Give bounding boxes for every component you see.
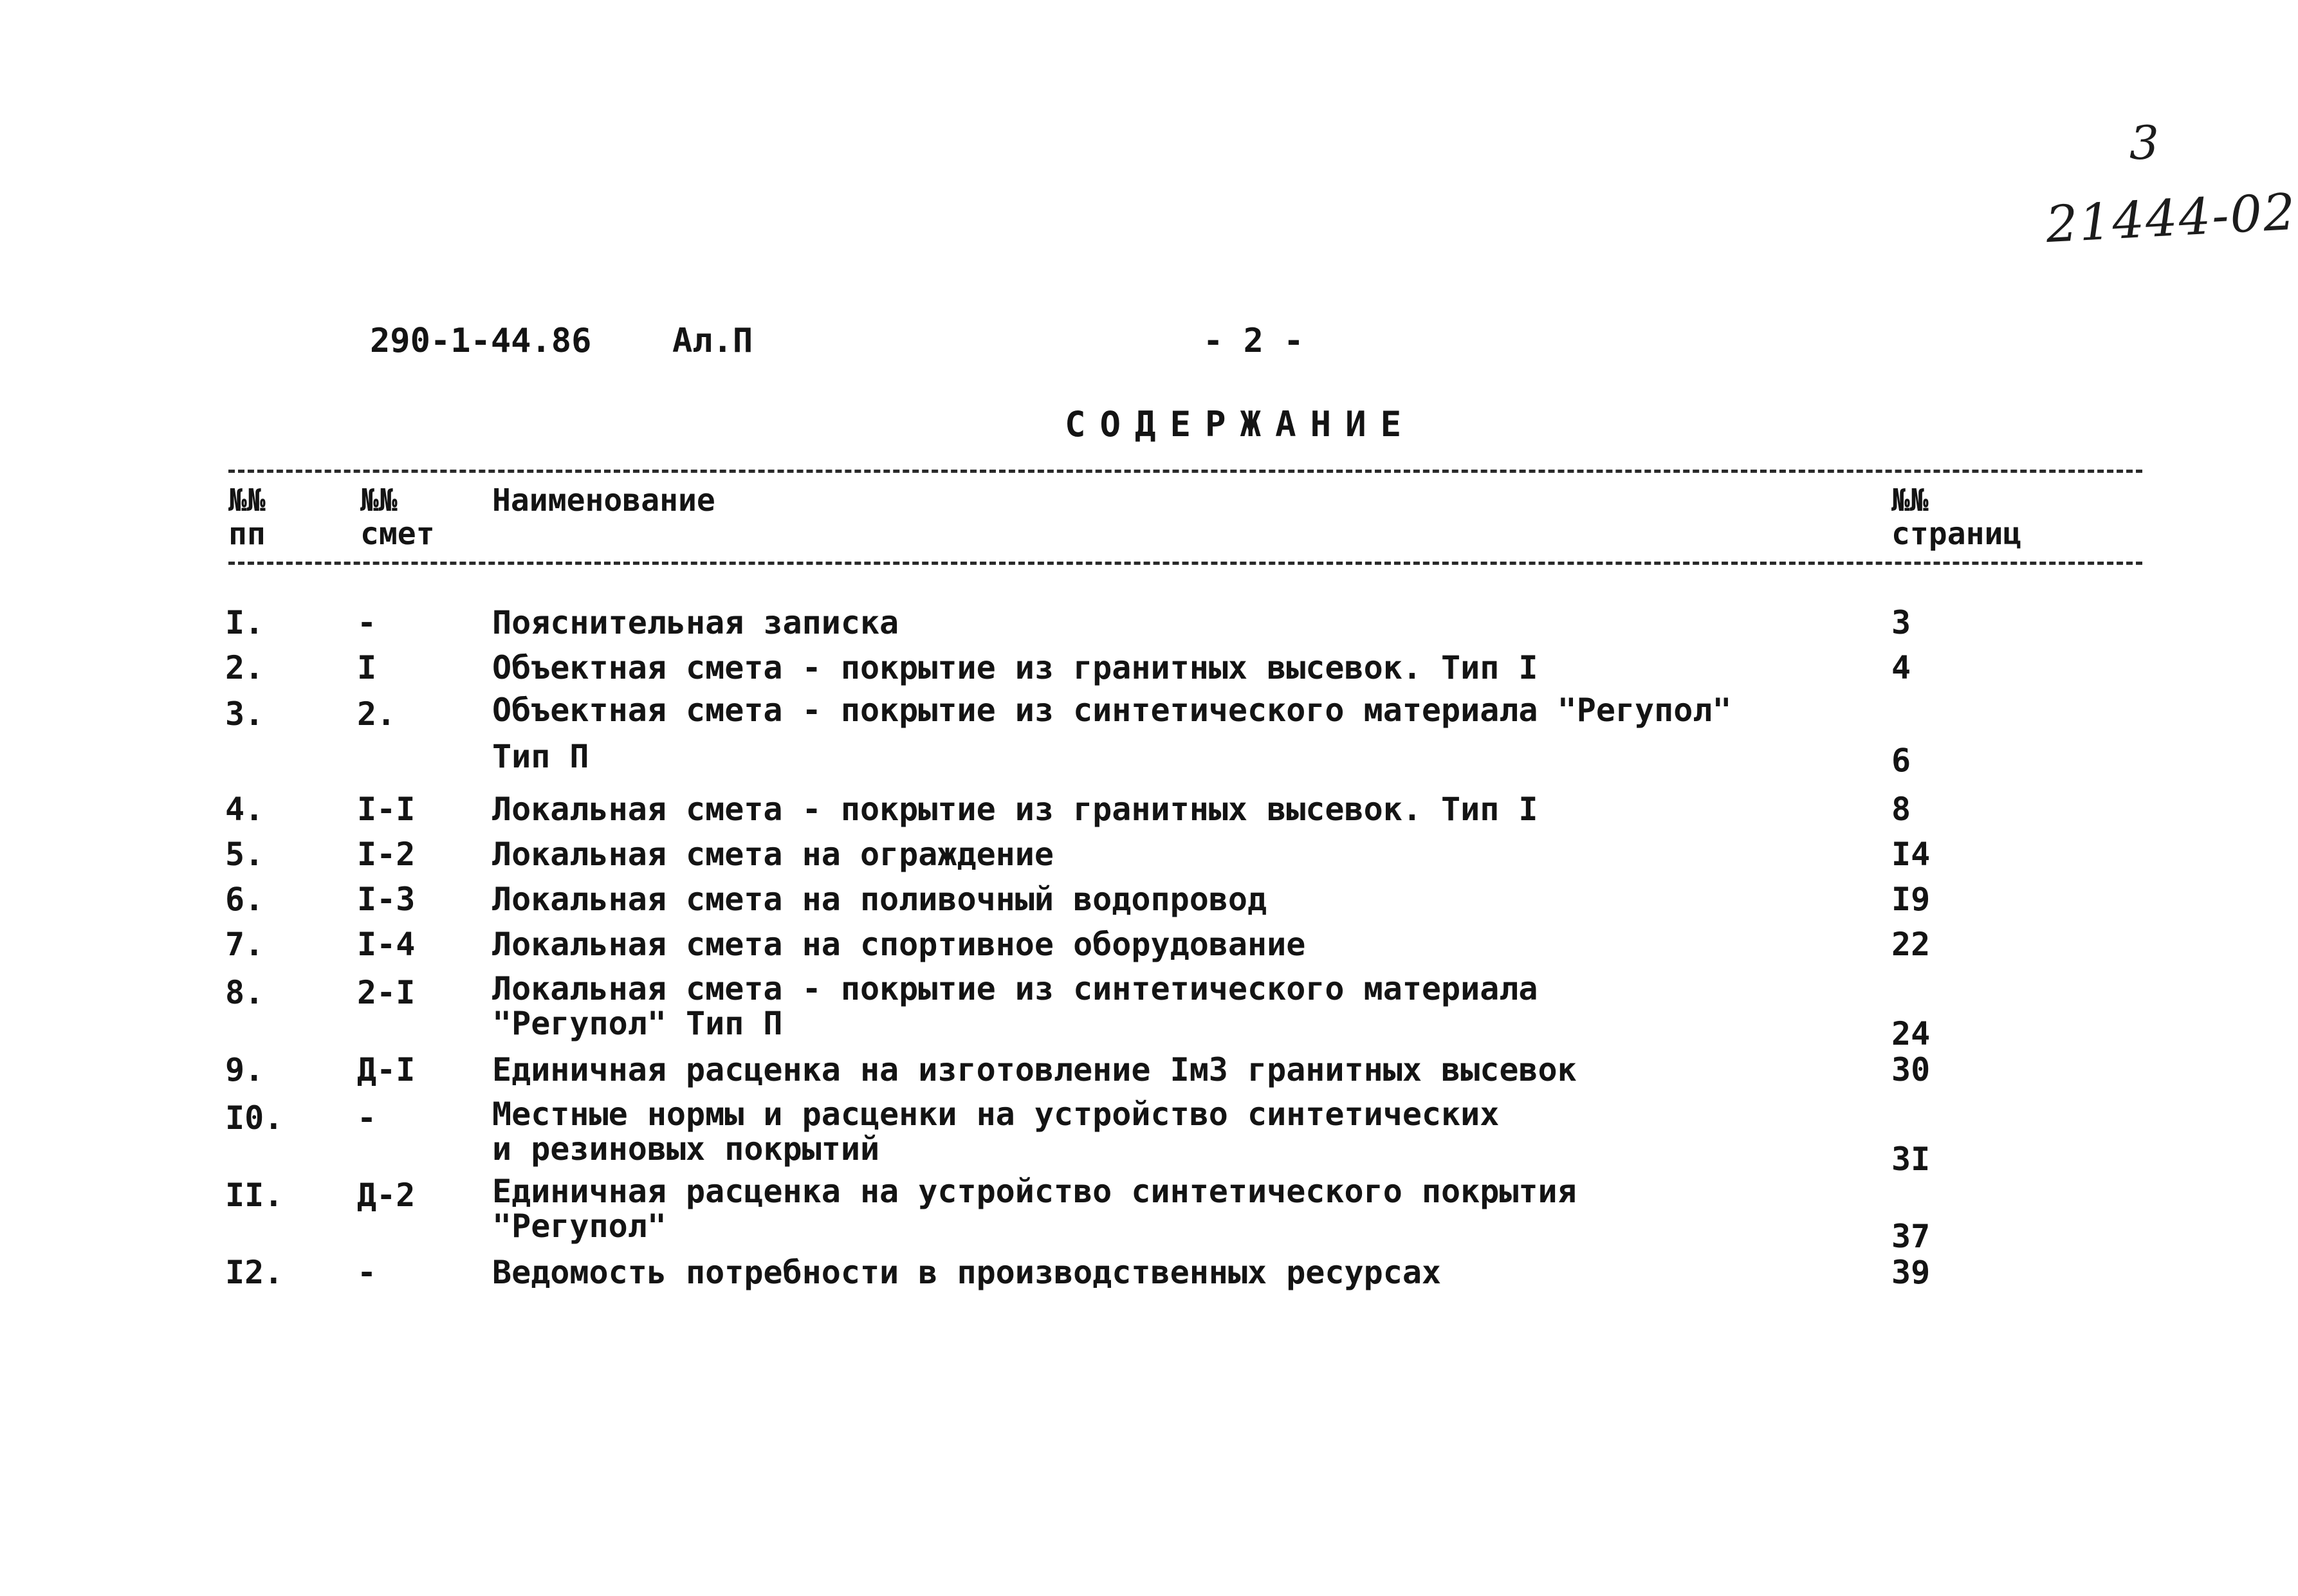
row-title: Единичная расценка на изготовление Iм3 гранитных высевок xyxy=(492,1051,1577,1088)
page-number: - 2 - xyxy=(1203,322,1304,360)
page-reference: 22 xyxy=(1891,926,1931,963)
estimate-number: 2-I xyxy=(357,974,416,1011)
page-reference: 4 xyxy=(1891,649,1911,686)
estimate-number: - xyxy=(357,604,377,641)
column-header-name: Наименование xyxy=(492,482,715,518)
header-bottom-rule xyxy=(228,562,2142,565)
row-title: Объектная смета - покрытие из синтетического материала "Регупол" xyxy=(492,692,1732,729)
row-number: I0. xyxy=(225,1099,284,1137)
row-title: Локальная смета на ограждение xyxy=(492,836,1054,873)
row-number: 9. xyxy=(225,1051,264,1088)
estimate-number: - xyxy=(357,1254,377,1291)
row-title: "Регупол" Тип П xyxy=(492,1005,783,1042)
page-reference: 39 xyxy=(1891,1254,1931,1291)
handwritten-document-code: 21444-02 xyxy=(2044,183,2298,255)
estimate-number: I-2 xyxy=(357,836,416,873)
row-title: "Регупол" xyxy=(492,1207,666,1245)
row-number: II. xyxy=(225,1177,284,1214)
page-reference: 24 xyxy=(1891,1015,1931,1052)
row-title: Локальная смета на спортивное оборудование xyxy=(492,926,1306,963)
estimate-number: 2. xyxy=(357,695,396,733)
row-number: 2. xyxy=(225,649,264,686)
estimate-number: I xyxy=(357,649,377,686)
row-title: Объектная смета - покрытие из гранитных высевок. Тип I xyxy=(492,649,1538,686)
row-number: 8. xyxy=(225,974,264,1011)
row-title: Локальная смета на поливочный водопровод xyxy=(492,881,1267,918)
row-title: Единичная расценка на устройство синтетического покрытия xyxy=(492,1173,1577,1210)
row-number: 5. xyxy=(225,836,264,873)
row-title: Ведомость потребности в производственных ресурсах xyxy=(492,1254,1442,1291)
column-header-estimate: №№ смет xyxy=(360,482,435,552)
column-header-number: №№ пп xyxy=(228,482,266,552)
page-reference: 8 xyxy=(1891,791,1911,828)
estimate-number: I-I xyxy=(357,791,416,828)
page-reference: I4 xyxy=(1891,836,1931,873)
page-reference: 6 xyxy=(1891,742,1911,779)
row-title: Локальная смета - покрытие из гранитных высевок. Тип I xyxy=(492,791,1538,828)
row-number: 3. xyxy=(225,695,264,733)
album-number: Ал.П xyxy=(672,322,753,360)
page-reference: 37 xyxy=(1891,1218,1931,1255)
row-title: и резиновых покрытий xyxy=(492,1130,880,1168)
page-reference: 30 xyxy=(1891,1051,1931,1088)
estimate-number: Д-I xyxy=(357,1051,416,1088)
estimate-number: I-3 xyxy=(357,881,416,918)
handwritten-page-number: 3 xyxy=(2129,116,2159,170)
row-title: Пояснительная записка xyxy=(492,604,899,641)
estimate-number: Д-2 xyxy=(357,1177,416,1214)
row-number: 4. xyxy=(225,791,264,828)
row-number: 6. xyxy=(225,881,264,918)
row-title: Местные нормы и расценки на устройство синтетических xyxy=(492,1096,1500,1133)
document-code: 290-1-44.86 xyxy=(370,322,592,360)
row-number: 7. xyxy=(225,926,264,963)
header-top-rule xyxy=(228,470,2142,473)
page-reference: 3I xyxy=(1891,1141,1931,1178)
page-reference: 3 xyxy=(1891,604,1911,641)
estimate-number: I-4 xyxy=(357,926,416,963)
contents-title: СОДЕРЖАНИЕ xyxy=(1065,404,1416,445)
page-reference: I9 xyxy=(1891,881,1931,918)
row-number: I2. xyxy=(225,1254,284,1291)
estimate-number: - xyxy=(357,1099,377,1137)
column-header-pages: №№ страниц xyxy=(1891,482,2022,552)
row-title: Локальная смета - покрытие из синтетического материала xyxy=(492,970,1538,1007)
row-number: I. xyxy=(225,604,264,641)
row-title: Тип П xyxy=(492,738,589,775)
